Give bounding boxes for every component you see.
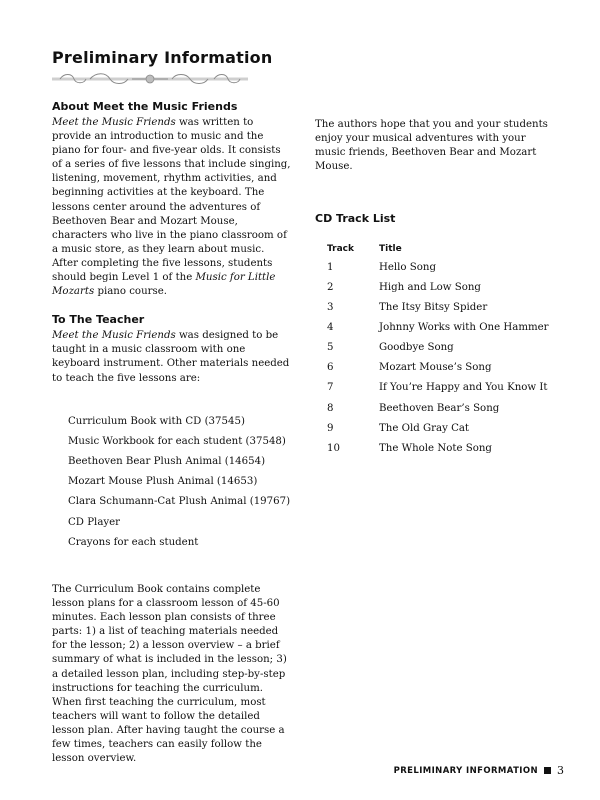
course-title-italic: Music for Little Mozarts	[52, 272, 276, 298]
teacher-text: was designed to be taught in a music classroom with one keyboard instrument. Other materials needed to teach the five lessons are:	[52, 330, 290, 384]
track-number: 2	[327, 282, 334, 294]
track-title: Goodbye Song	[379, 342, 454, 354]
table-row	[327, 318, 549, 338]
track-number: 1	[327, 261, 334, 273]
track-title: Beethoven Bear’s Song	[379, 402, 500, 414]
table-row	[327, 298, 549, 318]
about-text-2: piano course.	[94, 286, 167, 298]
track-number: 9	[327, 422, 334, 434]
track-title: If You’re Happy and You Know It	[379, 382, 548, 394]
table-row	[327, 277, 549, 297]
table-row	[327, 398, 549, 418]
track-number: 7	[327, 382, 334, 394]
table-header-row	[327, 241, 549, 257]
authors-paragraph: The authors hope that you and your students enjoy your musical adventures with your music friends, Beethoven Bear and Mozart Mouse.	[315, 119, 548, 173]
track-title: High and Low Song	[379, 282, 481, 294]
track-number: 3	[327, 302, 334, 314]
table-row	[327, 358, 549, 378]
curriculum-paragraph: The Curriculum Book contains complete lesson plans for a classroom lesson of 45-60 minutes. Each lesson plan consists of three parts: 1) a list of teaching materials needed for the lesson; 2) a lesson overview – a brief summary of what is included in the lesson; 3) a detailed lesson plan, including step-by-step instructions for teaching the curriculum. When first teaching the curriculum, most teachers will want to follow the detailed lesson plan. After having taught the course a few times, teachers can easily follow the lesson overview.	[52, 584, 287, 765]
track-title: The Itsy Bitsy Spider	[379, 302, 488, 314]
page-number: 3	[557, 764, 564, 777]
about-title-italic: Meet the Music Friends	[52, 117, 176, 128]
table-row	[327, 257, 549, 277]
left-column	[52, 100, 292, 766]
table-row	[327, 338, 549, 358]
about-heading: About Meet the Music Friends	[52, 100, 238, 113]
footer-section-label: PRELIMINARY INFORMATION	[393, 765, 538, 776]
list-item: CD Player	[68, 516, 121, 528]
table-row	[327, 438, 549, 458]
decorative-flourish-icon	[50, 71, 250, 87]
about-paragraph	[52, 116, 292, 299]
track-title: Johnny Works with One Hammer	[379, 322, 549, 334]
title-column-header: Title	[379, 244, 402, 255]
list-item: Beethoven Bear Plush Animal (14654)	[68, 456, 266, 467]
page-footer	[394, 764, 564, 777]
square-bullet-icon	[544, 767, 551, 774]
about-text-1: was written to provide an introduction to music and the piano for four- and five-year olds. It consists of a series of five lessons that include singing, listening, movement, rhythm activities, and beginning activities at the keyboard. The lessons center around the adventures of Beethoven Bear and Mozart Mouse, characters who live in the piano classroom of a music store, as they learn about music. After completing the five lessons, students should begin Level 1 of the	[52, 117, 291, 284]
table-row	[327, 418, 549, 438]
track-number: 8	[327, 402, 334, 414]
track-title: Hello Song	[379, 261, 436, 273]
list-item: Mozart Mouse Plush Animal (14653)	[68, 476, 258, 488]
track-column-header: Track	[327, 244, 354, 255]
track-number: 10	[327, 442, 340, 454]
list-item: Music Workbook for each student (37548)	[68, 435, 286, 447]
track-title: The Whole Note Song	[379, 442, 492, 454]
list-item: Clara Schumann-Cat Plush Animal (19767)	[68, 496, 291, 508]
table-row	[327, 378, 549, 398]
track-number: 4	[327, 322, 334, 334]
track-title: Mozart Mouse’s Song	[379, 362, 492, 374]
track-number: 5	[327, 342, 334, 354]
cd-track-list-heading: CD Track List	[315, 212, 396, 226]
track-title: The Old Gray Cat	[379, 422, 470, 434]
list-item: Crayons for each student	[68, 536, 199, 548]
teacher-paragraph	[52, 329, 292, 385]
list-item: Curriculum Book with CD (37545)	[68, 415, 245, 427]
right-column	[315, 118, 555, 458]
track-number: 6	[327, 362, 334, 374]
page-title: Preliminary Information	[52, 48, 273, 67]
teacher-heading: To The Teacher	[52, 313, 145, 327]
materials-list	[68, 412, 292, 553]
teacher-title-italic: Meet the Music Friends	[52, 330, 176, 342]
track-table	[327, 241, 549, 458]
